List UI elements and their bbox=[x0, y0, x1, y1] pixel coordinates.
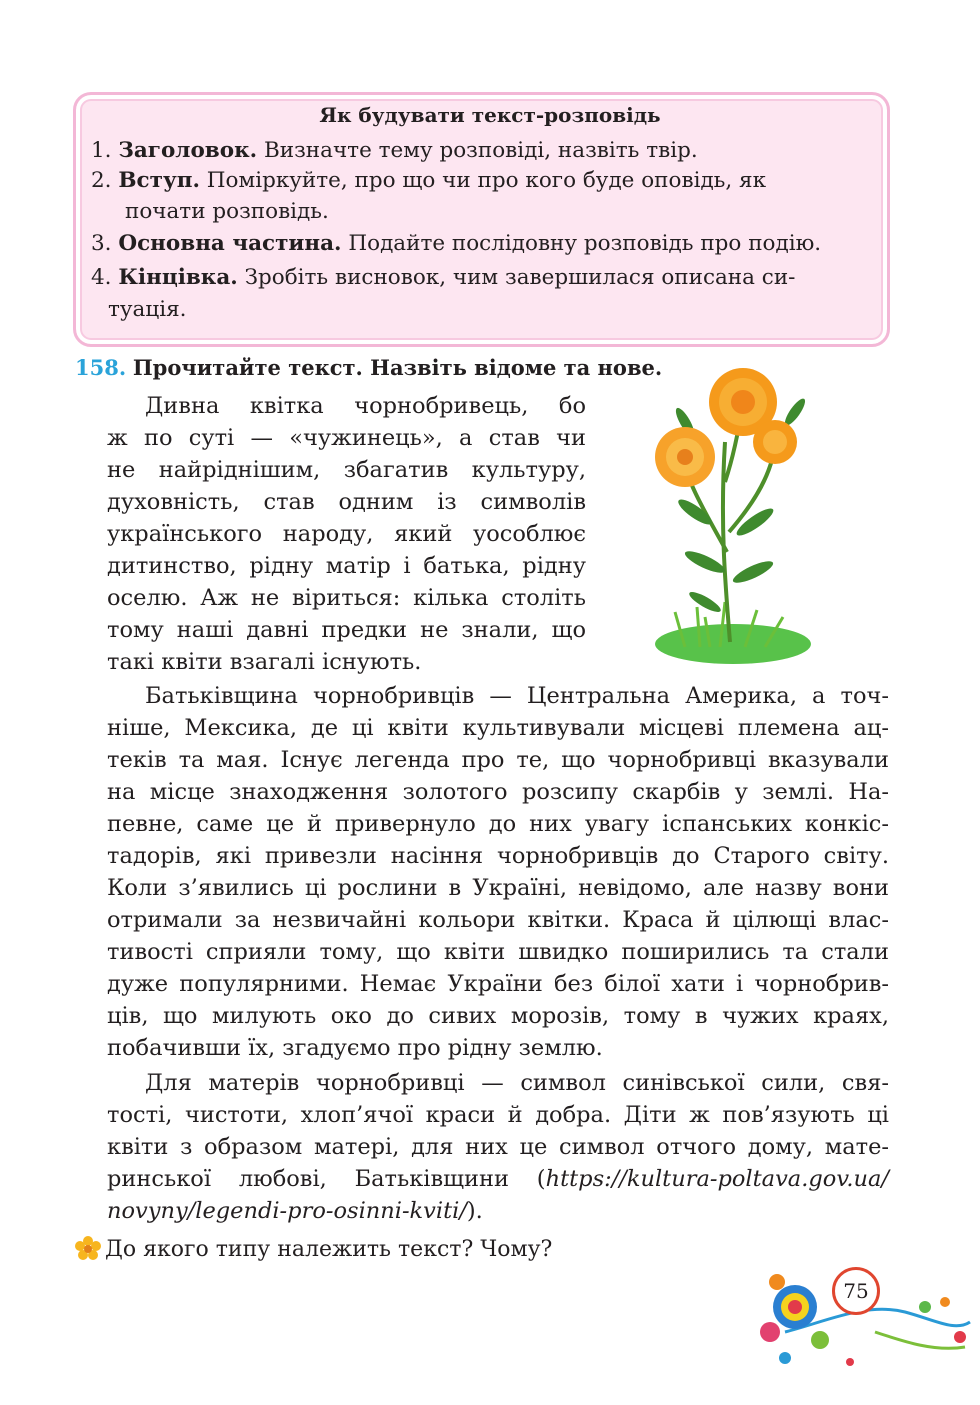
para1-line: оселю. Аж не віриться: кілька століть bbox=[107, 585, 586, 611]
rule-item-4: 4. Кінцівка. Зробіть висновок, чим завершилася описана си- bbox=[91, 265, 796, 290]
para3-line: квіти з образом матері, для них це символ отчого дому, мате- bbox=[107, 1134, 889, 1160]
para1-line: духовність, став одним із символів bbox=[107, 489, 586, 515]
para2-line: певне, саме це й привернуло до них увагу іспанських конкіс- bbox=[107, 811, 889, 837]
para3-line: Для матерів чорнобривці — символ синівської сили, свя- bbox=[145, 1070, 889, 1096]
source-link-continued[interactable]: novyny/legendi-pro-osinni-kviti/ bbox=[107, 1198, 467, 1224]
para3-line: ринської любові, Батьківщини (https://kultura-poltava.gov.ua/ bbox=[107, 1166, 889, 1192]
para1-line: тому наші давні предки не знали, що bbox=[107, 617, 586, 643]
para1-line: ж по суті — «чужинець», а став чи bbox=[107, 425, 586, 451]
para1-line: не найріднішим, збагатив культуру, bbox=[107, 457, 586, 483]
para2-line: тадорів, які привезли насіння чорнобривців до Старого світу. bbox=[107, 843, 889, 869]
source-link[interactable]: https://kultura-poltava.gov.ua/ bbox=[545, 1166, 889, 1192]
para2-line: побачивши їх, згадуємо про рідну землю. bbox=[107, 1035, 603, 1061]
para3-line: тості, чистоти, хлоп’ячої краси й добра. Діти ж пов’язують ці bbox=[107, 1102, 889, 1128]
para2-line: теків та мая. Існує легенда про те, що чорнобривці вказували bbox=[107, 747, 889, 773]
para2-line: ців, що милують око до сивих морозів, тому в чужих краях, bbox=[107, 1003, 889, 1029]
rule-item-2-continued: почати розповідь. bbox=[125, 199, 329, 224]
para2-line: дуже популярними. Немає України без білої хати і чорнобрив- bbox=[107, 971, 889, 997]
para2-line: тивості сприяли тому, що квіти швидко поширились та стали bbox=[107, 939, 889, 965]
question-text: До якого типу належить текст? Чому? bbox=[105, 1237, 553, 1262]
exercise-heading bbox=[75, 355, 662, 380]
para3-line: novyny/legendi-pro-osinni-kviti/). bbox=[107, 1198, 483, 1224]
exercise-number: 158. bbox=[75, 355, 127, 380]
rule-item-4-continued: туація. bbox=[108, 297, 187, 322]
rule-box-title: Як будувати текст-розповідь bbox=[319, 103, 661, 127]
marigold-illustration bbox=[625, 362, 830, 672]
para1-line: такі квіти взагалі існують. bbox=[107, 649, 422, 675]
page-number: 75 bbox=[832, 1267, 880, 1315]
para1-line: українського народу, який уособлює bbox=[107, 521, 586, 547]
para1-line: дитинство, рідну матір і батька, рідну bbox=[107, 553, 586, 579]
rule-item-1: 1. Заголовок. Визначте тему розповіді, назвіть твір. bbox=[91, 138, 698, 163]
rule-item-3: 3. Основна частина. Подайте послідовну розповідь про подію. bbox=[91, 231, 822, 256]
para2-line: на місце знаходження золотого розсипу скарбів у землі. На- bbox=[107, 779, 889, 805]
para2-line: Коли з’явились ці рослини в Україні, невідомо, але назву вони bbox=[107, 875, 889, 901]
para2-line: ніше, Мексика, де ці квіти культивували місцеві племена ац- bbox=[107, 715, 889, 741]
para2-line: Батьківщина чорнобривців — Центральна Америка, а точ- bbox=[145, 683, 889, 709]
exercise-title: Прочитайте текст. Назвіть відоме та нове. bbox=[132, 355, 663, 380]
para1-line: Дивна квітка чорнобривець, бо bbox=[145, 393, 586, 419]
para2-line: отримали за незвичайні кольори квітки. Краса й цілющі влас- bbox=[107, 907, 889, 933]
flower-bullet-icon bbox=[75, 1236, 101, 1262]
rule-item-2: 2. Вступ. Поміркуйте, про що чи про кого буде оповідь, як bbox=[91, 168, 767, 193]
